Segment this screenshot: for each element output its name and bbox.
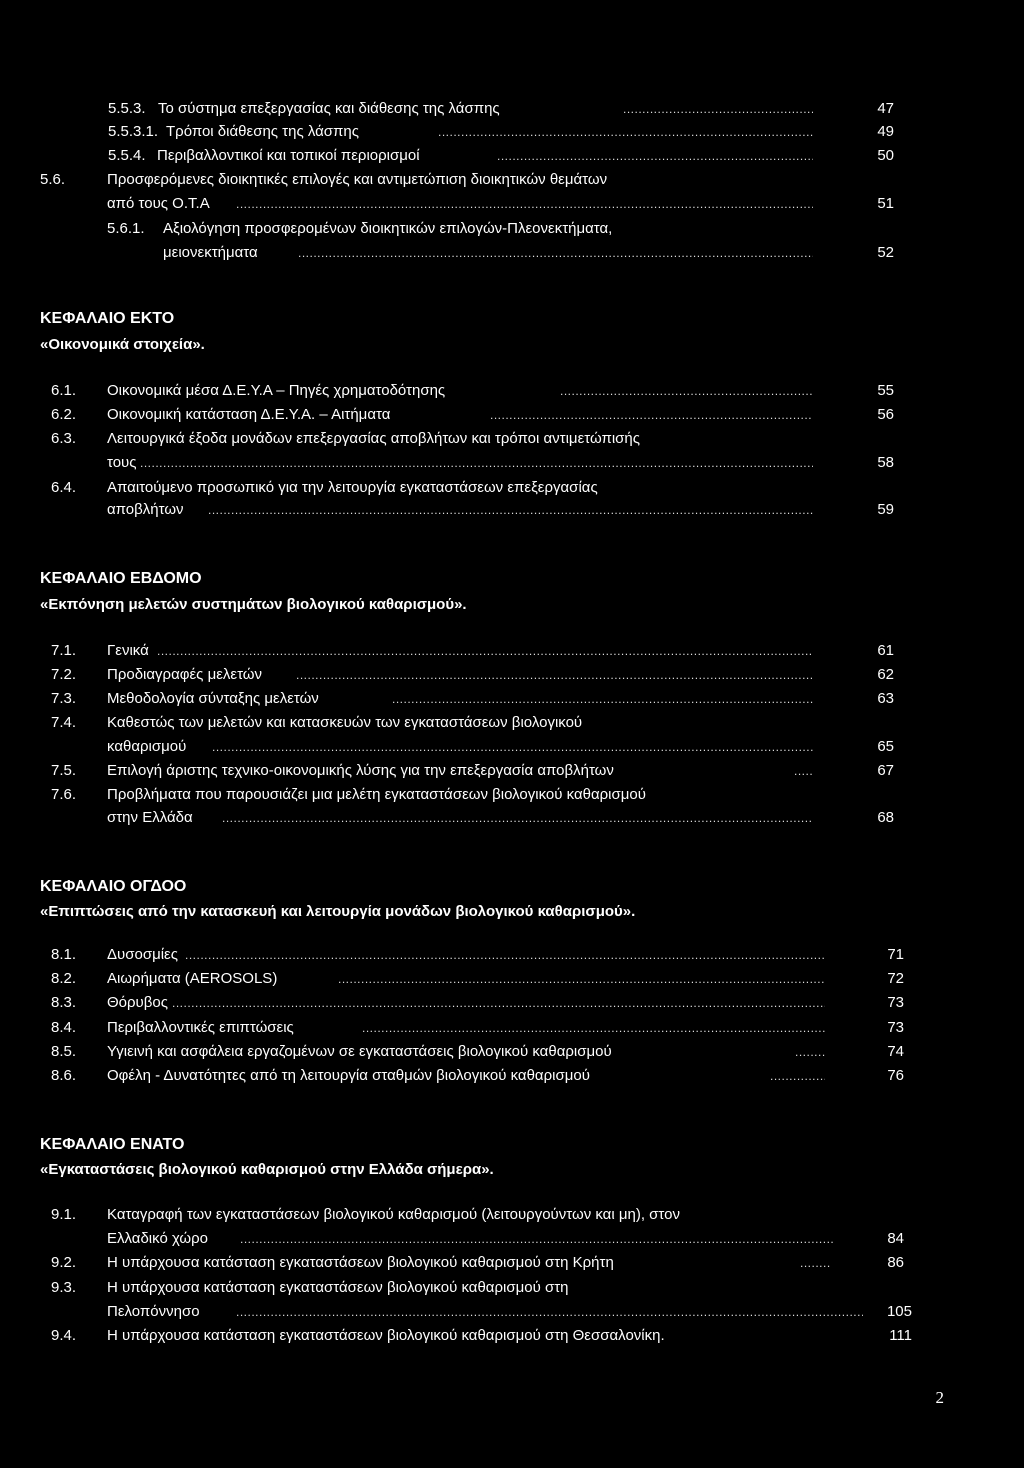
chapter-subtitle: «Επιπτώσεις από την κατασκευή και λειτουργία μονάδων βιολογικού καθαρισμού». [40, 903, 636, 920]
entry-title: Η υπάρχουσα κατάσταση εγκαταστάσεων βιολογικού καθαρισμού στη Θεσσαλονίκη. [107, 1327, 665, 1344]
entry-title: Προβλήματα που παρουσιάζει μια μελέτη εγκαταστάσεων βιολογικού καθαρισμού [107, 786, 646, 803]
toc-entry [0, 1253, 1024, 1273]
entry-page: 62 [877, 666, 894, 683]
dot-leader [392, 689, 813, 709]
toc-entry [0, 665, 1024, 685]
toc-entry [0, 761, 1024, 781]
dot-leader [623, 99, 813, 119]
entry-page: 52 [877, 244, 894, 261]
entry-title: Προσφερόμενες διοικητικές επιλογές και αντιμετώπιση διοικητικών θεμάτων [107, 171, 608, 188]
entry-page: 59 [877, 501, 894, 518]
dot-leader [208, 500, 813, 520]
entry-page: 65 [877, 738, 894, 755]
entry-title: Λειτουργικά έξοδα μονάδων επεξεργασίας αποβλήτων και τρόποι αντιμετώπισής [107, 430, 640, 447]
entry-title: Οφέλη - Δυνατότητες από τη λειτουργία σταθμών βιολογικού καθαρισμού [107, 1067, 590, 1084]
dot-leader [338, 969, 825, 989]
entry-page: 50 [877, 147, 894, 164]
entry-page: 55 [877, 382, 894, 399]
entry-number: 5.6.1. [107, 220, 145, 237]
entry-title: Αξιολόγηση προσφερομένων διοικητικών επιλογών-Πλεονεκτήματα, [163, 220, 613, 237]
chapter-title: ΚΕΦΑΛΑΙΟ ΕΚΤΟ [40, 310, 175, 327]
entry-page: 63 [877, 690, 894, 707]
toc-entry [0, 1042, 1024, 1062]
entry-number: 6.1. [51, 382, 77, 399]
entry-page: 67 [877, 762, 894, 779]
toc-entry-continued [0, 500, 1024, 520]
entry-number: 5.5.3.1. [108, 123, 159, 140]
entry-number: 5.5.3. [108, 100, 146, 117]
entry-page: 76 [887, 1067, 904, 1084]
dot-leader [490, 405, 813, 425]
entry-title-continued: τους [107, 454, 137, 471]
dot-leader [185, 945, 825, 965]
entry-title: Το σύστημα επεξεργασίας και διάθεσης της λάσπης [158, 100, 500, 117]
toc-entry [0, 99, 1024, 119]
dot-leader [794, 761, 813, 781]
entry-number: 9.4. [51, 1327, 77, 1344]
entry-title: Οικονομική κατάσταση Δ.Ε.Υ.Α. – Αιτήματα [107, 406, 391, 423]
entry-number: 7.5. [51, 762, 77, 779]
toc-entry-continued [0, 1302, 1024, 1322]
toc-entry [0, 689, 1024, 709]
entry-title-continued: από τους Ο.Τ.Α [107, 195, 210, 212]
entry-number: 7.2. [51, 666, 77, 683]
toc-entry [0, 1066, 1024, 1086]
dot-leader [140, 453, 813, 473]
toc-entry [0, 713, 1024, 733]
dot-leader [362, 1018, 825, 1038]
entry-number: 5.5.4. [108, 147, 146, 164]
page-number: 2 [935, 1388, 944, 1407]
entry-page: 111 [889, 1327, 912, 1344]
dot-leader [172, 993, 825, 1013]
entry-number: 6.4. [51, 479, 77, 496]
entry-title-continued: καθαρισμού [107, 738, 187, 755]
entry-number: 7.1. [51, 642, 77, 659]
toc-entry [0, 219, 1024, 239]
entry-number: 8.3. [51, 994, 77, 1011]
entry-page: 105 [886, 1303, 912, 1320]
chapter-title: ΚΕΦΑΛΑΙΟ ΕΝΑΤΟ [40, 1136, 185, 1153]
entry-title: Οικονομικά μέσα Δ.Ε.Υ.Α – Πηγές χρηματοδότησης [107, 382, 446, 399]
entry-title-continued: στην Ελλάδα [107, 809, 193, 826]
entry-page: 73 [887, 994, 904, 1011]
toc-entry-continued [0, 737, 1024, 757]
entry-title: Καθεστώς των μελετών και κατασκευών των εγκαταστάσεων βιολογικού [107, 714, 583, 731]
entry-title-continued: Ελλαδικό χώρο [107, 1230, 209, 1247]
toc-entry [0, 381, 1024, 401]
entry-number: 7.4. [51, 714, 77, 731]
dot-leader [157, 641, 813, 661]
toc-entry [0, 170, 1024, 190]
entry-number: 7.6. [51, 786, 77, 803]
dot-leader [222, 808, 813, 828]
entry-title: Δυσοσμίες [107, 946, 178, 963]
entry-title: Αιωρήματα (AEROSOLS) [107, 970, 278, 987]
dot-leader [240, 1229, 835, 1249]
toc-entry [0, 969, 1024, 989]
entry-number: 5.6. [40, 171, 66, 188]
entry-title: Υγιεινή και ασφάλεια εργαζομένων σε εγκαταστάσεις βιολογικού καθαρισμού [107, 1043, 612, 1060]
dot-leader [212, 737, 813, 757]
entry-page: 61 [877, 642, 894, 659]
toc-entry [0, 785, 1024, 805]
entry-page: 47 [877, 100, 894, 117]
entry-number: 6.2. [51, 406, 77, 423]
entry-page: 72 [887, 970, 904, 987]
entry-number: 9.2. [51, 1254, 77, 1271]
toc-entry [0, 146, 1024, 166]
entry-page: 68 [877, 809, 894, 826]
toc-entry [0, 429, 1024, 449]
dot-leader [438, 122, 814, 142]
entry-title: Προδιαγραφές μελετών [107, 666, 263, 683]
toc-entry-continued [0, 808, 1024, 828]
entry-page: 74 [887, 1043, 904, 1060]
dot-leader [770, 1066, 825, 1086]
entry-title: Επιλογή άριστης τεχνικο-οικονομικής λύσης για την επεξεργασία αποβλήτων [107, 762, 614, 779]
entry-title: Καταγραφή των εγκαταστάσεων βιολογικού καθαρισμού (λειτουργούντων και μη), στον [107, 1206, 680, 1223]
entry-title: Περιβαλλοντικοί και τοπικοί περιορισμοί [157, 147, 420, 164]
toc-entry-continued [0, 453, 1024, 473]
entry-title-continued: μειονεκτήματα [163, 244, 258, 261]
entry-title: Θόρυβος [107, 994, 168, 1011]
dot-leader [795, 1042, 825, 1062]
toc-entry [0, 1326, 1024, 1346]
entry-title: Η υπάρχουσα κατάσταση εγκαταστάσεων βιολογικού καθαρισμού στη [107, 1279, 569, 1296]
dot-leader [800, 1253, 830, 1273]
chapter-title: ΚΕΦΑΛΑΙΟ ΕΒΔΟΜΟ [40, 570, 202, 587]
toc-entry [0, 1205, 1024, 1225]
entry-number: 9.3. [51, 1279, 77, 1296]
toc-entry [0, 641, 1024, 661]
entry-page: 86 [887, 1254, 904, 1271]
toc-entry [0, 1018, 1024, 1038]
entry-page: 73 [887, 1019, 904, 1036]
entry-number: 9.1. [51, 1206, 77, 1223]
entry-number: 8.6. [51, 1067, 77, 1084]
toc-entry-continued [0, 194, 1024, 214]
dot-leader [236, 1302, 863, 1322]
entry-number: 6.3. [51, 430, 77, 447]
entry-number: 8.2. [51, 970, 77, 987]
entry-title-continued: Πελοπόννησο [107, 1303, 200, 1320]
chapter-subtitle: «Οικονομικά στοιχεία». [40, 336, 205, 353]
toc-entry [0, 993, 1024, 1013]
entry-page: 56 [877, 406, 894, 423]
entry-number: 8.5. [51, 1043, 77, 1060]
entry-page: 58 [877, 454, 894, 471]
entry-title: Τρόποι διάθεσης της λάσπης [166, 123, 359, 140]
entry-title-continued: αποβλήτων [107, 501, 184, 518]
entry-title: Περιβαλλοντικές επιπτώσεις [107, 1019, 294, 1036]
entry-title: Η υπάρχουσα κατάσταση εγκαταστάσεων βιολογικού καθαρισμού στη Κρήτη [107, 1254, 614, 1271]
toc-entry [0, 405, 1024, 425]
chapter-subtitle: «Εγκαταστάσεις βιολογικού καθαρισμού στην Ελλάδα σήμερα». [40, 1161, 494, 1178]
toc-entry [0, 1278, 1024, 1298]
entry-title: Μεθοδολογία σύνταξης μελετών [107, 690, 319, 707]
entry-number: 8.4. [51, 1019, 77, 1036]
toc-entry-continued [0, 243, 1024, 263]
entry-number: 8.1. [51, 946, 77, 963]
dot-leader [298, 243, 813, 263]
toc-entry [0, 122, 1024, 142]
entry-page: 84 [887, 1230, 904, 1247]
toc-entry [0, 478, 1024, 498]
chapter-title: ΚΕΦΑΛΑΙΟ ΟΓΔΟΟ [40, 878, 187, 895]
entry-page: 49 [877, 123, 894, 140]
toc-entry-continued [0, 1229, 1024, 1249]
dot-leader [296, 665, 813, 685]
entry-page: 51 [877, 195, 894, 212]
toc-entry [0, 945, 1024, 965]
entry-number: 7.3. [51, 690, 77, 707]
chapter-subtitle: «Εκπόνηση μελετών συστημάτων βιολογικού καθαρισμού». [40, 596, 467, 613]
dot-leader [497, 146, 813, 166]
entry-title: Γενικά [107, 642, 149, 659]
entry-page: 71 [887, 946, 904, 963]
dot-leader [236, 194, 813, 214]
entry-title: Απαιτούμενο προσωπικό για την λειτουργία εγκαταστάσεων επεξεργασίας [107, 479, 598, 496]
dot-leader [560, 381, 813, 401]
